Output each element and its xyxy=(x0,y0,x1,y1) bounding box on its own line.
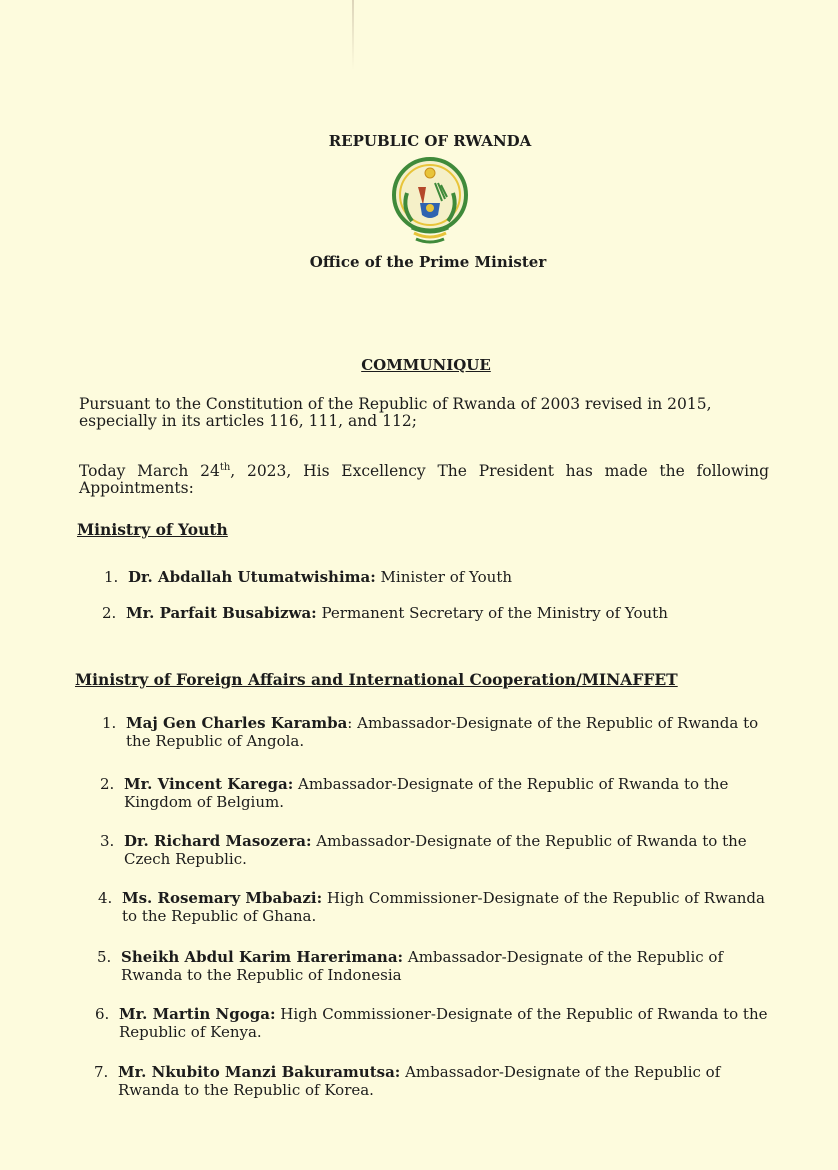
intro-paragraph: Pursuant to the Constitution of the Republic of Rwanda of 2003 revised in 2015, especially in its articles 116, 111, and 112; xyxy=(79,395,712,430)
appointee-name: Mr. Nkubito Manzi Bakuramutsa: xyxy=(118,1063,401,1081)
list-item-text xyxy=(126,604,786,622)
section-heading-minaffet: Ministry of Foreign Affairs and International Cooperation/MINAFFET xyxy=(75,670,678,689)
list-item-text xyxy=(124,775,784,811)
coat-of-arms-icon xyxy=(390,153,470,248)
appointee-role: Ambassador-Designate of the Republic of Rwanda to the Kingdom of Belgium. xyxy=(124,775,729,811)
list-item-text xyxy=(119,1005,779,1041)
list-item-text xyxy=(122,889,782,925)
appointee-name: Dr. Richard Masozera: xyxy=(124,832,312,850)
appointment-statement xyxy=(79,459,769,497)
paper-fold-mark xyxy=(352,0,354,70)
statement-date-text: Today March 24 xyxy=(79,462,220,481)
list-item-text xyxy=(121,948,781,984)
list-item-text xyxy=(128,568,788,586)
list-number: 1. xyxy=(102,714,117,732)
appointee-role: Ambassador-Designate of the Republic of Rwanda to the Czech Republic. xyxy=(124,832,747,868)
list-item-text xyxy=(118,1063,778,1099)
list-item-text xyxy=(126,714,786,750)
appointee-role: High Commissioner-Designate of the Republic of Rwanda to the Republic of Kenya. xyxy=(119,1005,768,1041)
appointee-name: Sheikh Abdul Karim Harerimana: xyxy=(121,948,404,966)
appointee-role: Ambassador-Designate of the Republic of Rwanda to the Republic of Korea. xyxy=(118,1063,721,1099)
appointee-name: Maj Gen Charles Karamba xyxy=(126,714,348,732)
list-number: 1. xyxy=(104,568,119,586)
section-heading-youth: Ministry of Youth xyxy=(77,520,228,539)
appointee-role: Permanent Secretary of the Ministry of Youth xyxy=(316,604,668,622)
appointee-name: Mr. Martin Ngoga: xyxy=(119,1005,276,1023)
list-item-text xyxy=(124,832,784,868)
appointee-role: Ambassador-Designate of the Republic of Rwanda to the Republic of Indonesia xyxy=(121,948,724,984)
list-number: 5. xyxy=(97,948,112,966)
appointee-role: High Commissioner-Designate of the Republic of Rwanda to the Republic of Ghana. xyxy=(122,889,765,925)
appointee-name: Dr. Abdallah Utumatwishima: xyxy=(128,568,376,586)
appointee-name: Mr. Parfait Busabizwa: xyxy=(126,604,317,622)
country-heading: REPUBLIC OF RWANDA xyxy=(328,132,532,150)
list-number: 6. xyxy=(95,1005,110,1023)
appointee-name: Mr. Vincent Karega: xyxy=(124,775,294,793)
date-ordinal-suffix: th xyxy=(219,462,231,473)
statement-rest: , 2023, His Excellency The President has made the following Appointments: xyxy=(79,462,769,498)
office-heading: Office of the Prime Minister xyxy=(309,253,547,271)
document-title: COMMUNIQUE xyxy=(361,356,491,374)
appointee-name: Ms. Rosemary Mbabazi: xyxy=(122,889,323,907)
list-number: 2. xyxy=(102,604,117,622)
appointee-role: : Ambassador-Designate of the Republic of Rwanda to the Republic of Angola. xyxy=(126,714,759,750)
list-number: 4. xyxy=(98,889,113,907)
list-number: 7. xyxy=(94,1063,109,1081)
appointee-role: Minister of Youth xyxy=(375,568,513,586)
list-number: 2. xyxy=(100,775,115,793)
list-number: 3. xyxy=(100,832,115,850)
